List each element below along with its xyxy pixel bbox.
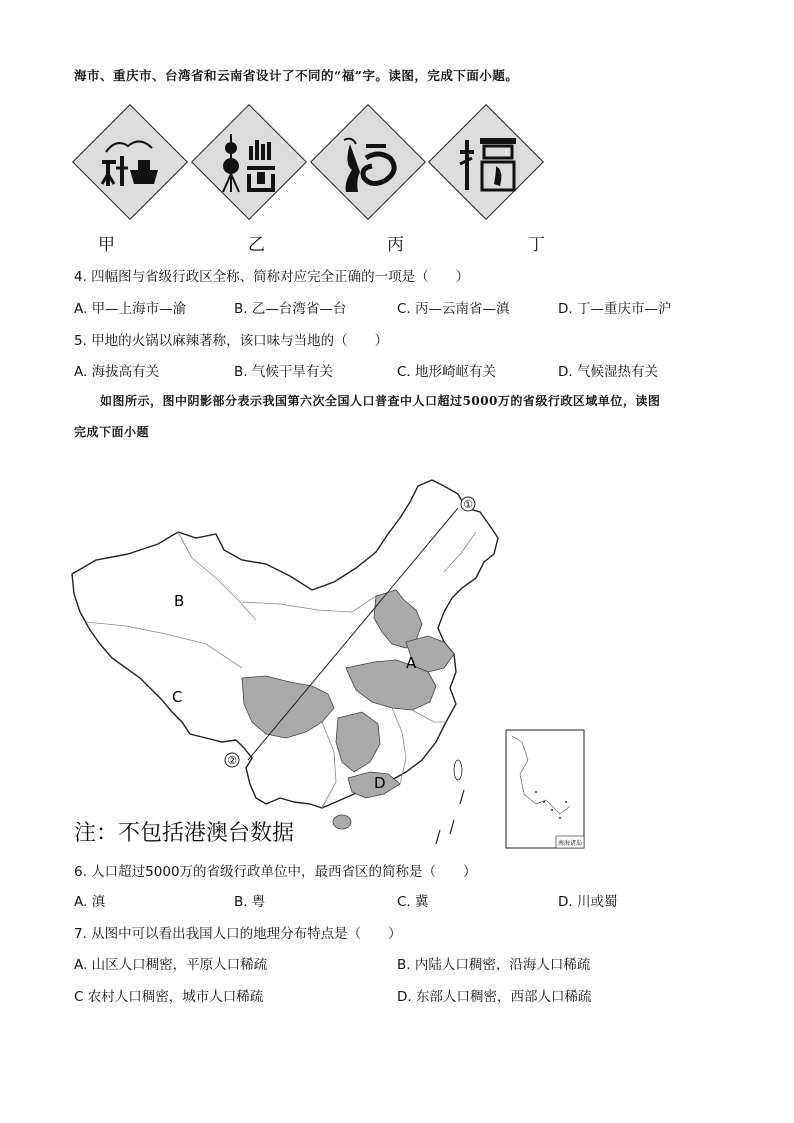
q6-option-a[interactable]: A. 滇	[74, 894, 106, 910]
q7-option-d[interactable]: D. 东部人口稠密，西部人口稀疏	[397, 989, 592, 1005]
shanghai-fu-icon	[191, 104, 307, 220]
inset-caption: 南海诸岛	[557, 840, 583, 847]
q4-option-a[interactable]: A. 甲—上海市—渝	[74, 301, 187, 317]
map-note: 注：不包括港澳台数据	[74, 821, 295, 846]
q7-option-a[interactable]: A. 山区人口稠密，平原人口稀疏	[74, 957, 268, 973]
intro2-line1: 如图所示，图中阴影部分表示我国第六次全国人口普查中人口超过5000万的省级行政区域单位，读图	[100, 394, 661, 408]
taiwan-fu-icon	[428, 104, 544, 220]
q6-option-b[interactable]: B. 粤	[234, 894, 266, 910]
intro-text: 海市、重庆市、台湾省和云南省设计了不同的“福”字。读图，完成下面小题。	[74, 68, 519, 83]
fu-image-ding	[428, 104, 544, 220]
label-yi: 乙	[248, 235, 265, 255]
question-7: 7. 从图中可以看出我国人口的地理分布特点是（ ）	[74, 926, 402, 942]
china-population-map	[66, 472, 596, 852]
fu-image-yi	[191, 104, 307, 220]
q6-option-c[interactable]: C. 冀	[397, 894, 429, 910]
marker-1: ①	[463, 498, 473, 511]
map-label-a: A	[406, 654, 417, 672]
map-label-d: D	[374, 774, 386, 792]
q5-option-b[interactable]: B. 气候干旱有关	[234, 364, 333, 380]
map-label-b: B	[174, 592, 185, 610]
q5-option-d[interactable]: D. 气候湿热有关	[558, 364, 658, 380]
label-jia: 甲	[98, 235, 115, 255]
fu-image-bing	[310, 104, 426, 220]
yunnan-fu-icon	[310, 104, 426, 220]
marker-2: ②	[227, 754, 237, 767]
fu-image-jia	[72, 104, 188, 220]
intro2-line2: 完成下面小题	[74, 425, 150, 439]
q4-option-c[interactable]: C. 丙—云南省—滇	[397, 301, 510, 317]
map-label-c: C	[172, 688, 183, 706]
question-4: 4. 四幅图与省级行政区全称、简称对应完全正确的一项是（ ）	[74, 269, 470, 285]
label-ding: 丁	[528, 235, 545, 255]
question-6: 6. 人口超过5000万的省级行政单位中，最西省区的简称是（ ）	[74, 864, 477, 880]
chongqing-fu-icon	[72, 104, 188, 220]
label-bing: 丙	[387, 235, 404, 255]
q5-option-a[interactable]: A. 海拔高有关	[74, 364, 160, 380]
question-5: 5. 甲地的火锅以麻辣著称，该口味与当地的（ ）	[74, 333, 389, 349]
q4-option-b[interactable]: B. 乙—台湾省—台	[234, 301, 347, 317]
q4-option-d[interactable]: D. 丁—重庆市—沪	[558, 301, 672, 317]
q7-option-c[interactable]: C 农村人口稠密，城市人口稀疏	[74, 989, 264, 1005]
q5-option-c[interactable]: C. 地形崎岖有关	[397, 364, 497, 380]
q6-option-d[interactable]: D. 川或蜀	[558, 894, 618, 910]
q7-option-b[interactable]: B. 内陆人口稠密，沿海人口稀疏	[397, 957, 591, 973]
